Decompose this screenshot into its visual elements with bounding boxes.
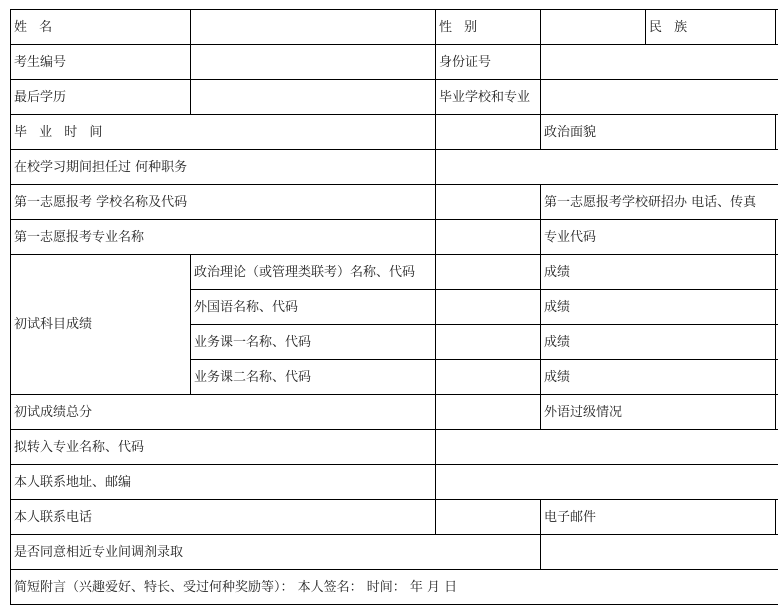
grad-time-field[interactable] (436, 115, 540, 150)
grad-time-label: 毕 业 时 间 (14, 125, 107, 140)
column-line (435, 9, 436, 44)
total-score-field[interactable] (436, 395, 540, 430)
first-choice-major-label: 第一志愿报考专业名称 (14, 230, 145, 245)
column-line (645, 9, 646, 44)
subject-name-politics: 政治理论（或管理类联考）名称、代码 (194, 265, 416, 280)
education-label: 最后学历 (14, 90, 67, 105)
column-line (10, 9, 11, 605)
adjust-consent-field[interactable] (541, 535, 778, 570)
subject-score-label: 成绩 (544, 265, 571, 280)
address-label: 本人联系地址、邮编 (14, 475, 132, 490)
first-choice-major-field[interactable] (436, 220, 540, 255)
column-line (775, 114, 776, 149)
transfer-major-field[interactable] (436, 430, 778, 465)
name-label: 姓 名 (14, 20, 57, 35)
foreign-level-label: 外语过级情况 (544, 405, 623, 420)
school-major-label: 毕业学校和专业 (439, 90, 531, 105)
address-field[interactable] (436, 465, 778, 500)
admissions-contact-label: 第一志愿报考学校研招办 电话、传真 (544, 195, 757, 210)
column-line (775, 219, 776, 429)
subject-score-label: 成绩 (544, 370, 571, 385)
subject-score-label: 成绩 (544, 300, 571, 315)
phone-label: 本人联系电话 (14, 510, 93, 525)
column-line (540, 114, 541, 149)
exam-id-label: 考生编号 (14, 55, 67, 70)
column-line (540, 499, 541, 534)
column-line (435, 44, 436, 114)
subject-name-course-one: 业务课一名称、代码 (194, 335, 312, 350)
subject-field-foreign-language[interactable] (436, 290, 540, 325)
positions-field[interactable] (436, 150, 778, 185)
name-field[interactable] (191, 10, 435, 45)
political-label: 政治面貌 (544, 125, 597, 140)
column-line (775, 499, 776, 534)
first-choice-school-field[interactable] (436, 185, 540, 220)
subject-field-politics[interactable] (436, 255, 540, 290)
gender-field[interactable] (541, 10, 645, 45)
ethnicity-label: 民 族 (649, 20, 692, 35)
id-card-label: 身份证号 (439, 55, 492, 70)
column-line (540, 184, 541, 429)
transfer-major-label: 拟转入专业名称、代码 (14, 440, 145, 455)
email-label: 电子邮件 (544, 510, 597, 525)
major-code-label: 专业代码 (544, 230, 597, 245)
exam-id-field[interactable] (191, 45, 435, 80)
id-card-field[interactable] (541, 45, 778, 80)
adjust-consent-label: 是否同意相近专业间调剂录取 (14, 545, 184, 560)
positions-label: 在校学习期间担任过 何种职务 (14, 160, 188, 175)
gender-label: 性 别 (439, 20, 482, 35)
subject-field-course-one[interactable] (436, 325, 540, 360)
phone-field[interactable] (436, 500, 540, 535)
total-score-label: 初试成绩总分 (14, 405, 93, 420)
column-line (190, 254, 191, 394)
school-major-field[interactable] (541, 80, 778, 115)
subject-score-label: 成绩 (544, 335, 571, 350)
subject-name-course-two: 业务课二名称、代码 (194, 370, 312, 385)
prelim-scores-label: 初试科目成绩 (14, 317, 93, 332)
column-line (775, 9, 776, 44)
message-signature-label: 简短附言（兴趣爱好、特长、受过何种奖励等）： 本人签名： 时间： 年 月 日 (14, 580, 458, 595)
education-field[interactable] (191, 80, 435, 115)
subject-name-foreign-language: 外国语名称、代码 (194, 300, 299, 315)
first-choice-school-label: 第一志愿报考 学校名称及代码 (14, 195, 188, 210)
subject-field-course-two[interactable] (436, 360, 540, 395)
